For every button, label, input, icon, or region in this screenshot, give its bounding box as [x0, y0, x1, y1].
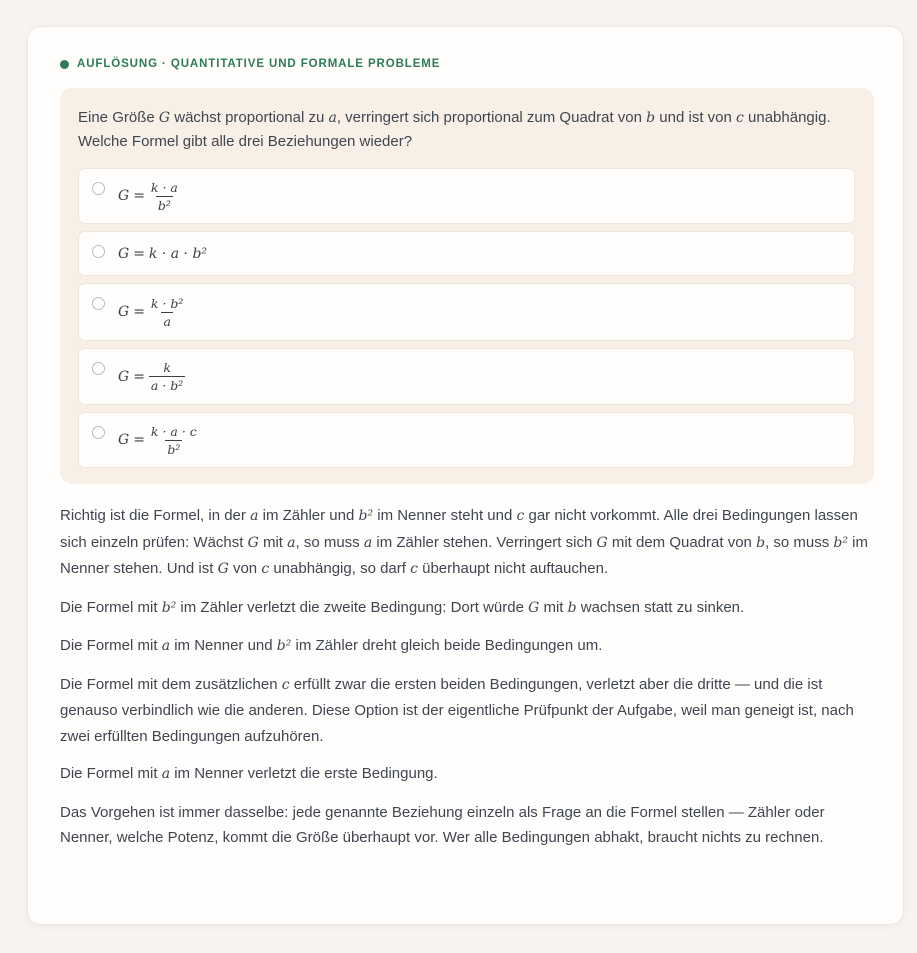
fraction-numerator: k · a — [150, 179, 178, 195]
formula-lhs: G — [118, 245, 130, 262]
explanation-text-part: im Zähler dreht gleich beide Bedingungen um. — [291, 637, 603, 654]
math-var: c — [516, 508, 525, 524]
explanation-text-part: von — [228, 560, 262, 577]
formula-equals: = — [133, 304, 145, 320]
radio-button[interactable] — [92, 297, 105, 310]
fraction-denominator: a — [163, 313, 171, 329]
radio-button[interactable] — [92, 245, 105, 258]
math-var: a — [250, 508, 259, 524]
math-var: a — [287, 534, 296, 551]
math-var: b — [567, 599, 577, 616]
question-text-part: Eine Größe — [78, 109, 159, 126]
explanation-text-part: Das Vorgehen ist immer dasselbe: jede genannte Beziehung einzeln als Frage an die Formel stellen — Zähler oder Nenner, welche Potenz, kommt die Größe überhaupt vor. Wer alle Bedingungen abhakt, braucht nichts zu rechnen. — [60, 803, 825, 846]
explanation-text-part: , so muss — [295, 533, 364, 551]
math-var: a — [161, 766, 171, 782]
fraction-denominator: b² — [167, 441, 181, 457]
math-var: b — [756, 534, 766, 551]
option-formula — [118, 232, 207, 275]
solution-card — [27, 26, 904, 925]
explanation-paragraph — [60, 672, 872, 750]
explanation-text-part: erfüllt zwar die ersten beiden Bedingungen, verletzt aber die dritte — und die ist genauso verbindlich wie die anderen. Diese Option ist der eigentliche Prüfpunkt der Aufgabe, weil man geneigt ist, nach zwei erfüllten Bedingungen aufzuhören. — [60, 675, 854, 745]
formula-equals: = — [133, 188, 145, 204]
radio-button[interactable] — [92, 362, 105, 375]
math-var: a — [363, 534, 373, 551]
answer-option-2[interactable] — [78, 231, 855, 276]
math-var: b — [646, 110, 656, 126]
explanation-text-part: überhaupt nicht auftauchen. — [417, 560, 609, 577]
question-text-part: unabhängig. Welche Formel gibt alle drei Beziehungen wieder? — [78, 109, 831, 150]
explanation-text-part: Die Formel mit — [60, 637, 162, 654]
formula-lhs: G — [118, 368, 130, 385]
fraction-numerator: k · b² — [150, 295, 184, 311]
explanation-text — [60, 503, 872, 863]
formula-equals: = — [133, 432, 145, 448]
option-formula — [118, 413, 199, 467]
explanation-text-part: Die Formel mit dem zusätzlichen — [60, 675, 282, 693]
explanation-text-part: gar nicht vorkommt. Alle drei Bedingungen lassen sich einzeln prüfen: Wächst — [60, 507, 858, 551]
math-var: c — [261, 561, 270, 577]
formula-lhs: G — [118, 304, 130, 320]
math-var: c — [410, 561, 418, 577]
answer-option-4[interactable] — [78, 348, 855, 405]
section-tag-label: AUFLÖSUNG · QUANTITATIVE UND FORMALE PROBLEME — [77, 58, 441, 70]
math-var: G — [596, 534, 608, 551]
radio-button[interactable] — [92, 426, 105, 439]
explanation-text-part: mit — [258, 533, 288, 551]
fraction — [149, 424, 199, 457]
math-var: G — [247, 534, 259, 551]
explanation-text-part: Richtig ist die Formel, in der — [60, 507, 251, 524]
section-tag — [60, 58, 440, 70]
explanation-text-part: im Nenner verletzt die erste Bedingung. — [170, 765, 438, 782]
fraction — [149, 180, 180, 213]
status-dot-icon — [60, 60, 69, 69]
explanation-text-part: im Zähler stehen. Verringert sich — [372, 533, 597, 551]
formula-lhs: G — [118, 188, 130, 204]
explanation-paragraph — [60, 800, 872, 851]
explanation-paragraph — [60, 633, 872, 660]
option-formula — [118, 284, 185, 340]
fraction-denominator: a · b² — [150, 378, 184, 393]
question-box — [60, 88, 874, 484]
explanation-text-part: Die Formel mit — [60, 598, 162, 616]
math-var: a — [328, 110, 337, 126]
explanation-text-part: wachsen statt zu sinken. — [576, 598, 745, 616]
math-var: b² — [833, 534, 848, 551]
explanation-text-part: , so muss — [765, 533, 834, 551]
formula-equals: = — [133, 368, 145, 385]
answer-option-3[interactable] — [78, 283, 855, 341]
option-formula — [118, 169, 180, 223]
explanation-text-part: mit — [539, 598, 568, 616]
option-formula — [118, 349, 185, 404]
math-var: c — [736, 110, 744, 126]
fraction — [149, 296, 186, 329]
explanation-text-part: mit dem Quadrat von — [607, 533, 757, 551]
math-var: G — [158, 110, 171, 126]
math-var: b² — [358, 508, 374, 524]
fraction-numerator: k · a · c — [150, 423, 197, 439]
question-text-part: , verringert sich proportional zum Quadrat von — [336, 109, 647, 126]
explanation-text-part: im Zähler und — [258, 507, 359, 524]
question-text — [78, 106, 856, 154]
math-var: a — [161, 638, 171, 654]
answer-option-5[interactable] — [78, 412, 855, 468]
radio-button[interactable] — [92, 182, 105, 195]
math-var: b² — [161, 599, 177, 616]
math-var: b² — [276, 638, 292, 654]
explanation-paragraph — [60, 595, 872, 622]
answer-option-1[interactable] — [78, 168, 855, 224]
explanation-text-part: im Nenner steht und — [373, 507, 517, 524]
explanation-text-part: Die Formel mit — [60, 765, 162, 782]
explanation-paragraph — [60, 761, 872, 788]
formula-expression: k · a · b² — [148, 245, 208, 262]
explanation-paragraph — [60, 503, 872, 583]
explanation-text-part: im Nenner stehen. Und ist — [60, 533, 868, 577]
math-var: G — [528, 599, 540, 616]
fraction-denominator: b² — [157, 197, 171, 213]
math-var: c — [281, 676, 290, 693]
question-text-part: und ist von — [655, 109, 737, 126]
question-text-part: wächst proportional zu — [170, 109, 329, 126]
fraction-numerator: k — [163, 360, 171, 375]
formula-lhs: G — [118, 432, 130, 448]
explanation-text-part: im Zähler verletzt die zweite Bedingung: Dort würde — [176, 598, 529, 616]
formula-equals: = — [133, 245, 145, 262]
fraction — [149, 360, 185, 393]
explanation-text-part: unabhängig, so darf — [269, 560, 411, 577]
explanation-text-part: im Nenner und — [170, 637, 277, 654]
math-var: G — [217, 561, 229, 577]
